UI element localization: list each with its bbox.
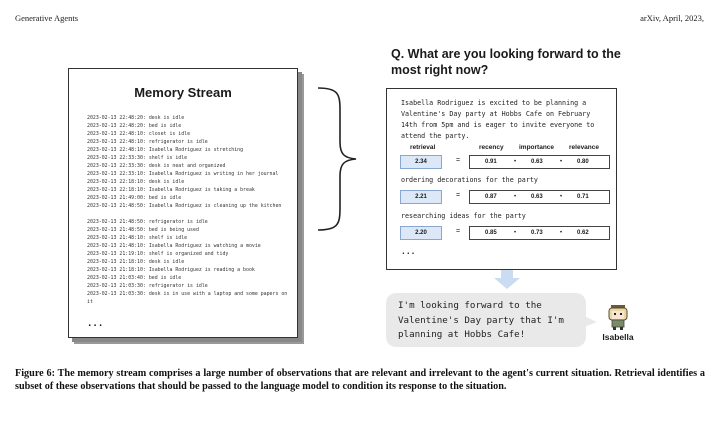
relevance-value: 0.71 [577, 194, 589, 200]
memory-entry: 2023-02-13 21:48:50: bed is being used [87, 227, 199, 233]
memory-ellipsis: ... [87, 319, 104, 329]
component-scores [469, 155, 610, 169]
question-heading: Q. What are you looking forward to the most right now? [391, 47, 621, 77]
score-row [400, 226, 610, 238]
dot-icon: • [560, 159, 563, 165]
equals-sign: = [456, 157, 461, 164]
importance-value: 0.63 [531, 159, 543, 165]
header-relevance: relevance [569, 144, 599, 151]
memory-entry: 2023-02-13 22:33:10: Isabella Rodriguez is writing in her journal [87, 171, 279, 177]
retrieved-description: Isabella Rodriguez is excited to be planning a Valentine's Day party at Hobbs Cafe on February 14th from 5pm and is eager to invite everyone to attend the party. [401, 99, 595, 140]
component-scores [469, 226, 610, 240]
score-row [400, 190, 610, 202]
dot-icon: • [560, 194, 563, 200]
memory-entry: 2023-02-13 22:48:10: Isabella Rodriguez is stretching [87, 147, 244, 153]
figure-caption: Figure 6: The memory stream comprises a large number of observations that are relevant and irrelevant to the agent's current situation. Retrieval identifies a subset of these observations that should be passed to the language model to condition its response to the situation. [15, 368, 705, 393]
importance-value: 0.63 [531, 194, 543, 200]
retrieval-panel [386, 88, 617, 270]
recency-value: 0.87 [485, 194, 497, 200]
memory-entry: 2023-02-13 22:33:30: desk is neat and organized [87, 163, 226, 169]
memory-entry: 2023-02-13 22:48:10: closet is idle [87, 131, 191, 137]
speech-tail-icon [584, 316, 598, 328]
memory-entry: 2023-02-13 21:03:30: refrigerator is idle [87, 283, 208, 289]
dot-icon: • [560, 230, 563, 236]
memory-entry: 2023-02-13 22:48:10: refrigerator is idle [87, 139, 208, 145]
importance-value: 0.73 [531, 230, 543, 236]
memory-stream-title: Memory Stream [134, 85, 232, 100]
header-retrieval: retrieval [410, 144, 436, 151]
retrieval-score: 2.34 [400, 155, 442, 169]
equals-sign: = [456, 192, 461, 199]
memory-entry: 2023-02-13 22:18:10: desk is idle [87, 179, 185, 185]
score-row [400, 155, 610, 167]
retrieved-observation: ordering decorations for the party [401, 176, 538, 184]
memory-entry: 2023-02-13 21:18:10: desk is idle [87, 259, 185, 265]
memory-entry: 2023-02-13 22:48:20: desk is idle [87, 115, 185, 121]
relevance-value: 0.62 [577, 230, 589, 236]
memory-list [87, 114, 293, 306]
dot-icon: • [514, 159, 517, 165]
isabella-avatar-icon [605, 303, 631, 331]
memory-entry: 2023-02-13 22:18:10: Isabella Rodriguez is taking a break [87, 187, 255, 193]
memory-stream-card [68, 68, 298, 338]
brace-icon [312, 84, 362, 234]
equals-sign: = [456, 228, 461, 235]
answer-text: I'm looking forward to the Valentine's Day party that I'm planning at Hobbs Cafe! [398, 300, 564, 340]
agent-name: Isabella [602, 332, 634, 342]
recency-value: 0.85 [485, 230, 497, 236]
memory-entry: 2023-02-13 22:33:30: shelf is idle [87, 155, 188, 161]
retrieval-score: 2.20 [400, 226, 442, 240]
memory-entry: 2023-02-13 21:48:50: Isabella Rodriguez is cleaning up the kitchen [87, 203, 282, 209]
running-header-right: arXiv, April, 2023, [640, 13, 704, 23]
memory-entry: 2023-02-13 21:49:00: bed is idle [87, 195, 182, 201]
answer-bubble [386, 293, 586, 347]
memory-entry: 2023-02-13 21:18:10: Isabella Rodriguez is reading a book [87, 267, 255, 273]
memory-entry: 2023-02-13 21:19:10: shelf is organized and tidy [87, 251, 229, 257]
memory-entry: 2023-02-13 21:03:40: bed is idle [87, 275, 182, 281]
memory-entry: 2023-02-13 21:48:10: Isabella Rodriguez is watching a movie [87, 243, 261, 249]
header-recency: recency [479, 144, 504, 151]
memory-entry: 2023-02-13 21:03:30: desk is in use with a laptop and some papers on it [87, 291, 288, 305]
retrieval-score: 2.21 [400, 190, 442, 204]
relevance-value: 0.80 [577, 159, 589, 165]
dot-icon: • [514, 230, 517, 236]
down-arrow-icon [492, 270, 522, 290]
dot-icon: • [514, 194, 517, 200]
retrieval-ellipsis: ... [401, 247, 416, 256]
memory-entry: 2023-02-13 22:48:20: bed is idle [87, 123, 182, 129]
retrieved-observation: researching ideas for the party [401, 212, 526, 220]
component-scores [469, 190, 610, 204]
recency-value: 0.91 [485, 159, 497, 165]
header-importance: importance [519, 144, 555, 151]
memory-entry: 2023-02-13 21:48:10: shelf is idle [87, 235, 188, 241]
memory-entry: 2023-02-13 21:48:50: refrigerator is idle [87, 219, 208, 225]
running-header-left: Generative Agents [15, 13, 79, 23]
